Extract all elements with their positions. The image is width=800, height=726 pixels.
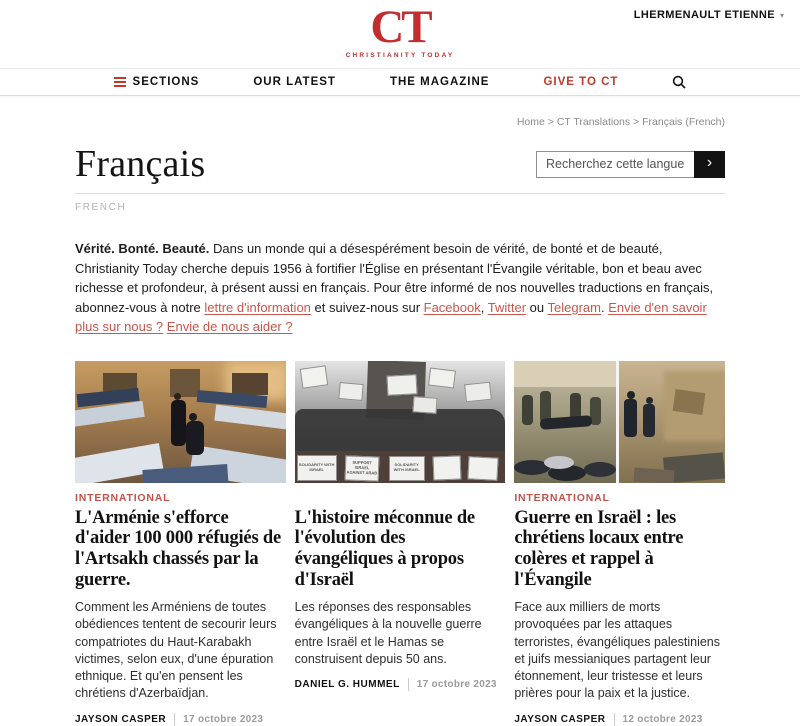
article-photo-protest[interactable] (295, 361, 506, 483)
article-byline (514, 713, 725, 726)
article-date: 12 octobre 2023 (622, 713, 703, 725)
article-author[interactable]: DANIEL G. HUMMEL (294, 679, 400, 691)
nav-give-to-ct-label: GIVE TO CT (543, 76, 619, 88)
protest-sign: SOLIDARITY WITH ISRAEL (389, 456, 425, 481)
article-date: 17 octobre 2023 (183, 713, 264, 725)
intro-text: Dans un monde qui a désespérément besoin de vérité, de bonté et de beauté, Christianity Today cherche depuis 1956 à fortifier l'Église en présentant l'Évangile véritable, bon et beau avec richesse et profondeur, à présent aussi en français. Pour être informé de nos nouvelles traductions en français, abonnez-vous à notre (75, 241, 714, 315)
intro-paragraph (75, 239, 725, 337)
nav-the-magazine-label: THE MAGAZINE (389, 76, 490, 88)
user-account-menu[interactable] (634, 9, 784, 21)
article-title[interactable]: L'histoire méconnue de l'évolution des évangéliques à propos d'Israël (294, 507, 475, 591)
article-photo-rubble[interactable] (514, 361, 725, 483)
ct-logo-text: CT (370, 1, 430, 53)
article-photo-shelter[interactable] (75, 361, 286, 483)
article-card (295, 361, 506, 726)
breadcrumb-separator: > (547, 116, 554, 128)
nav-sections[interactable] (114, 76, 200, 88)
article-category (295, 492, 506, 505)
article-excerpt: Face aux milliers de morts provoquées par les attaques terroristes, évangéliques palestiniens et juifs messianiques partagent leur étonnement, leur tristesse et leurs prières pour la paix et la justice. (514, 600, 720, 701)
search-icon (672, 75, 686, 89)
byline-divider (408, 678, 409, 691)
ct-logo-subtext: CHRISTIANITY TODAY (345, 52, 455, 59)
article-byline (75, 713, 286, 726)
language-search-input[interactable] (536, 151, 694, 178)
breadcrumb-current: Français (French) (642, 116, 725, 128)
telegram-link[interactable]: Telegram (547, 299, 601, 315)
intro-lead: Vérité. Bonté. Beauté. (75, 241, 210, 256)
intro-text: , (480, 299, 488, 315)
help-us-link[interactable]: Envie de nous aider ? (166, 319, 293, 334)
article-excerpt: Les réponses des responsables évangéliques à la nouvelle guerre entre Israël et le Hamas se construisent depuis 50 ans. (294, 600, 482, 666)
page-title: Français (75, 143, 206, 185)
byline-divider (614, 713, 615, 726)
nav-give-to-ct[interactable] (543, 76, 618, 88)
nav-the-magazine[interactable] (390, 76, 490, 88)
article-byline (295, 678, 506, 691)
protest-sign: SOLIDARITY WITH ISRAEL (297, 455, 337, 481)
nav-our-latest[interactable] (253, 76, 336, 88)
about-us-link[interactable]: Envie d'en savoir plus sur nous ? (75, 299, 707, 334)
article-excerpt: Comment les Arméniens de toutes obédiences tentent de secourir leurs compatriotes du Haut-Karabakh victimes, selon eux, d'une épuration ethnique. Et qu'en pensent les chrétiens d'Azerbaïdjan. (75, 600, 277, 701)
nav-sections-label: SECTIONS (132, 76, 200, 88)
language-search-submit-button[interactable]: › (694, 151, 725, 178)
hamburger-icon (114, 77, 126, 87)
article-title[interactable]: L'Arménie s'efforce d'aider 100 000 réfugiés de l'Artsakh chassés par la guerre. (75, 507, 281, 591)
article-author[interactable]: JAYSON CASPER (75, 713, 167, 725)
article-category[interactable]: INTERNATIONAL (75, 491, 171, 504)
main-nav (0, 68, 800, 96)
breadcrumb-home[interactable]: Home (516, 116, 545, 128)
nav-search-button[interactable] (672, 75, 686, 89)
twitter-link[interactable]: Twitter (487, 299, 527, 315)
intro-text: ou (526, 299, 548, 315)
article-author[interactable]: JAYSON CASPER (514, 713, 606, 725)
nav-our-latest-label: OUR LATEST (253, 76, 336, 88)
facebook-link[interactable]: Facebook (423, 299, 481, 315)
intro-text: . (600, 299, 609, 315)
language-search (536, 151, 725, 178)
article-card (75, 361, 286, 726)
intro-text: et suivez-nous sur (310, 299, 424, 315)
chevron-down-icon: ▾ (779, 10, 784, 20)
newsletter-link[interactable]: lettre d'information (204, 299, 311, 315)
article-card (514, 361, 725, 726)
byline-divider (174, 713, 175, 726)
article-category[interactable]: INTERNATIONAL (514, 491, 610, 504)
user-name: LHERMENAULT ETIENNE (633, 9, 775, 21)
breadcrumb-ct-translations[interactable]: CT Translations (556, 116, 631, 128)
breadcrumb-separator: > (633, 116, 640, 128)
breadcrumb (75, 116, 725, 128)
title-divider (75, 193, 725, 194)
top-header (0, 0, 800, 68)
article-date: 17 octobre 2023 (416, 679, 497, 691)
article-title[interactable]: Guerre en Israël : les chrétiens locaux entre colères et rappel à l'Évangile (514, 507, 684, 591)
ct-logo[interactable] (345, 1, 455, 59)
article-grid (75, 361, 725, 726)
protest-sign: SUPPORT ISRAEL AGAINST ARAB (344, 455, 379, 481)
page-subtitle: FRENCH (75, 202, 127, 213)
